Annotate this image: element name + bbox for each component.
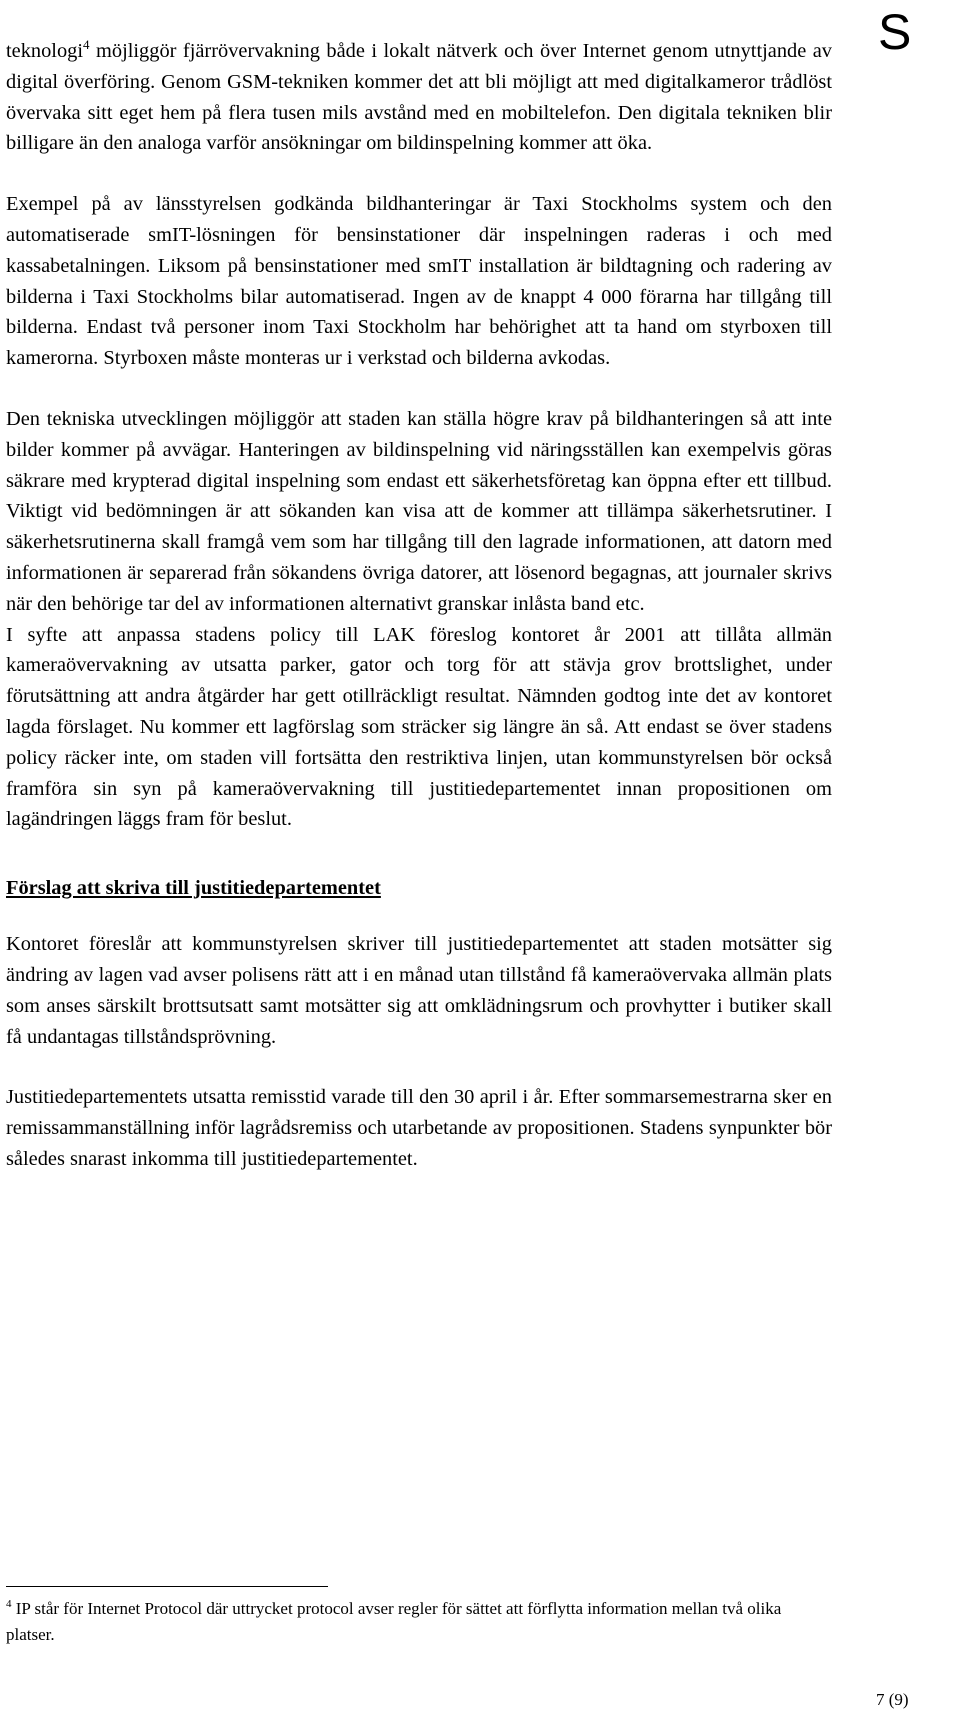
footnote-reference[interactable]: 4 <box>83 37 90 52</box>
corner-mark: S <box>878 4 912 60</box>
body-text <box>6 36 832 1175</box>
paragraph-1-start: teknologi <box>6 40 84 62</box>
footnote <box>6 1596 832 1648</box>
paragraph-6: Justitiedepartementets utsatta remisstid varade till den 30 april i år. Efter sommarsemestrarna sker en remissammanställning inför lagrådsremiss och utarbetande av propositionen. Stadens synpunkter bör således snarast inkomma till justitiedepartementet. <box>6 1086 832 1170</box>
section-heading: Förslag att skriva till justitiedepartementet <box>6 877 381 900</box>
footnote-text: IP står för Internet Protocol där uttrycket protocol avser regler för sättet att förflytta information mellan två olika platser. <box>6 1599 782 1644</box>
paragraph-3: Den tekniska utvecklingen möjliggör att staden kan ställa högre krav på bildhanteringen så att inte bilder kommer på avvägar. Hanteringen av bildinspelning vid näringsställen kan exempelvis göras säkrare med krypterad digital inspelning som endast ett säkerhetsföretag kan öppna efter ett tillbud. Viktigt vid bedömningen är att sökanden kan visa att de kommer att tillämpa säkerhetsrutiner. I säkerhetsrutinerna skall framgå vem som har tillgång till den lagrade informationen, att datorn med informationen är separerad från sökandens övriga datorer, att lösenord begagnas, att journaler skrivs när den behörige tar del av informationen alternativt granskar inlåsta band etc. <box>6 407 832 615</box>
footnote-number: 4 <box>6 1598 12 1610</box>
paragraph-2: Exempel på av länsstyrelsen godkända bildhanteringar är Taxi Stockholms system och den automatiserade smIT-lösningen för bensinstationer där inspelningen raderas i och med kassabetalningen. Liksom på bensinstationer med smIT installation är bildtagning och radering av bilderna i Taxi Stockholms bilar automatiserad. Ingen av de knappt 4 000 förarna har tillgång till bilderna. Endast två personer inom Taxi Stockholm har behörighet att ta hand om styrboxen till kamerorna. Styrboxen måste monteras ur i verkstad och bilderna avkodas. <box>6 193 832 370</box>
footnote-divider <box>6 1586 328 1587</box>
paragraph-1 <box>6 36 832 159</box>
paragraph-4: I syfte att anpassa stadens policy till LAK föreslog kontoret år 2001 att tillåta allmän kameraövervakning av utsatta parker, gator och torg för att stävja grov brottslighet, under förutsättning att andra åtgärder har gett otillräckligt resultat. Nämnden godtog inte det av kontoret lagda förslaget. Nu kommer ett lagförslag som sträcker sig längre än så. Att endast se över stadens policy räcker inte, om staden vill fortsätta den restriktiva linjen, utan kommunstyrelsen bör också framföra sin syn på kameraövervakning till justitiedepartementet innan propositionen om lagändringen läggs fram för beslut. <box>6 623 832 831</box>
page-number: 7 (9) <box>876 1690 909 1709</box>
paragraph-1-rest: möjliggör fjärrövervakning både i lokalt nätverk och över Internet genom utnyttjande av digital överföring. Genom GSM-tekniken kommer det att bli möjligt att med digitalkameror trådlöst övervaka sitt eget hem på flera tusen mils avstånd med en mobiltelefon. Den digitala tekniken blir billigare än den analoga varför ansökningar om bildinspelning kommer att öka. <box>6 40 832 155</box>
paragraph-5: Kontoret föreslår att kommunstyrelsen skriver till justitiedepartementet att staden motsätter sig ändring av lagen vad avser polisens rätt att i en månad utan tillstånd få kameraövervaka allmän plats som anses särskilt brottsutsatt samt motsätter sig att omklädningsrum och provhytter i butiker skall få undantagas tillståndsprövning. <box>6 933 832 1048</box>
